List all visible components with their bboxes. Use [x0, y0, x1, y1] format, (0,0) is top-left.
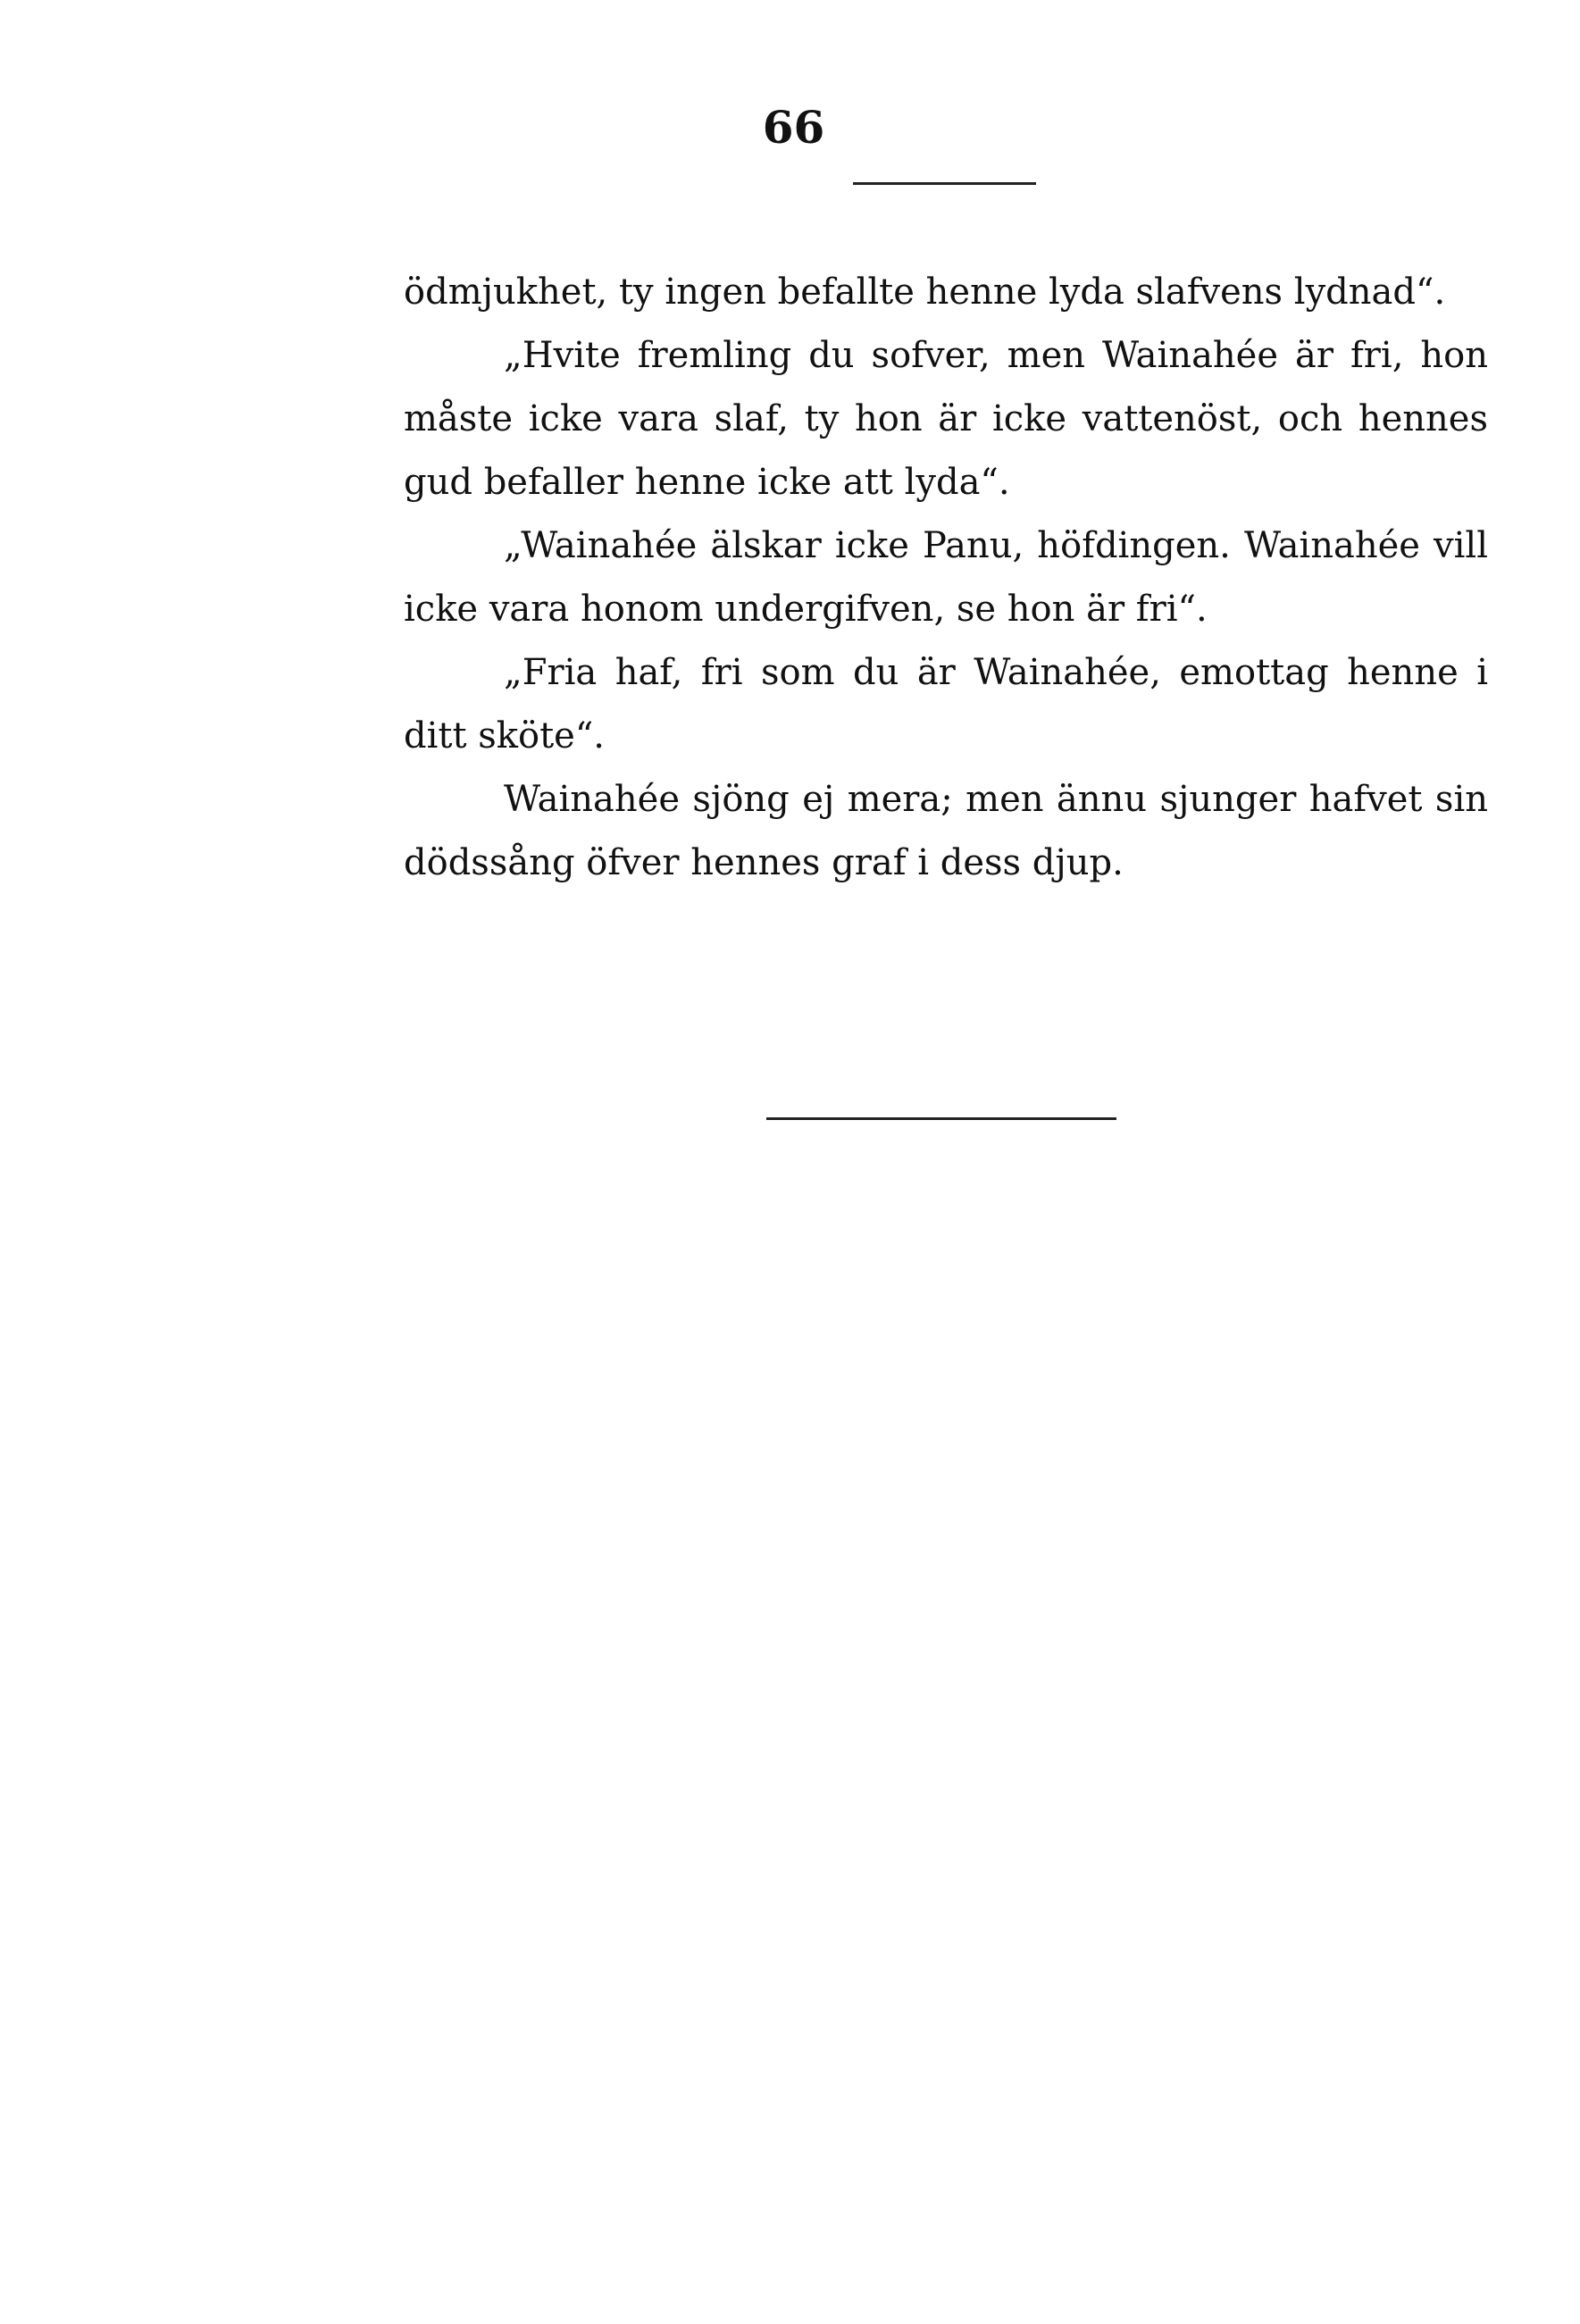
- paragraph-4: „Fria haf, fri som du är Wainahée, emottag henne i ditt sköte“.: [404, 652, 1488, 757]
- paragraph-2: „Hvite fremling du sofver, men Wainahée är fri, hon måste icke vara slaf, ty hon är icke vattenöst, och hennes gud befaller henne icke att lyda“.: [404, 335, 1488, 503]
- page-number: 66: [762, 101, 825, 154]
- paragraph-5: Wainahée sjöng ej mera; men ännu sjunger hafvet sin dödssång öfver hennes graf i dess djup.: [404, 779, 1488, 883]
- body-text: [404, 261, 1488, 895]
- paragraph-1: ödmjukhet, ty ingen befallte henne lyda slafvens lydnad“.: [404, 272, 1446, 313]
- end-rule: [766, 1117, 1116, 1120]
- header-rule: [853, 182, 1036, 185]
- paragraph-3: „Wainahée älskar icke Panu, höfdingen. Wainahée vill icke vara honom undergifven, se hon är fri“.: [404, 525, 1488, 630]
